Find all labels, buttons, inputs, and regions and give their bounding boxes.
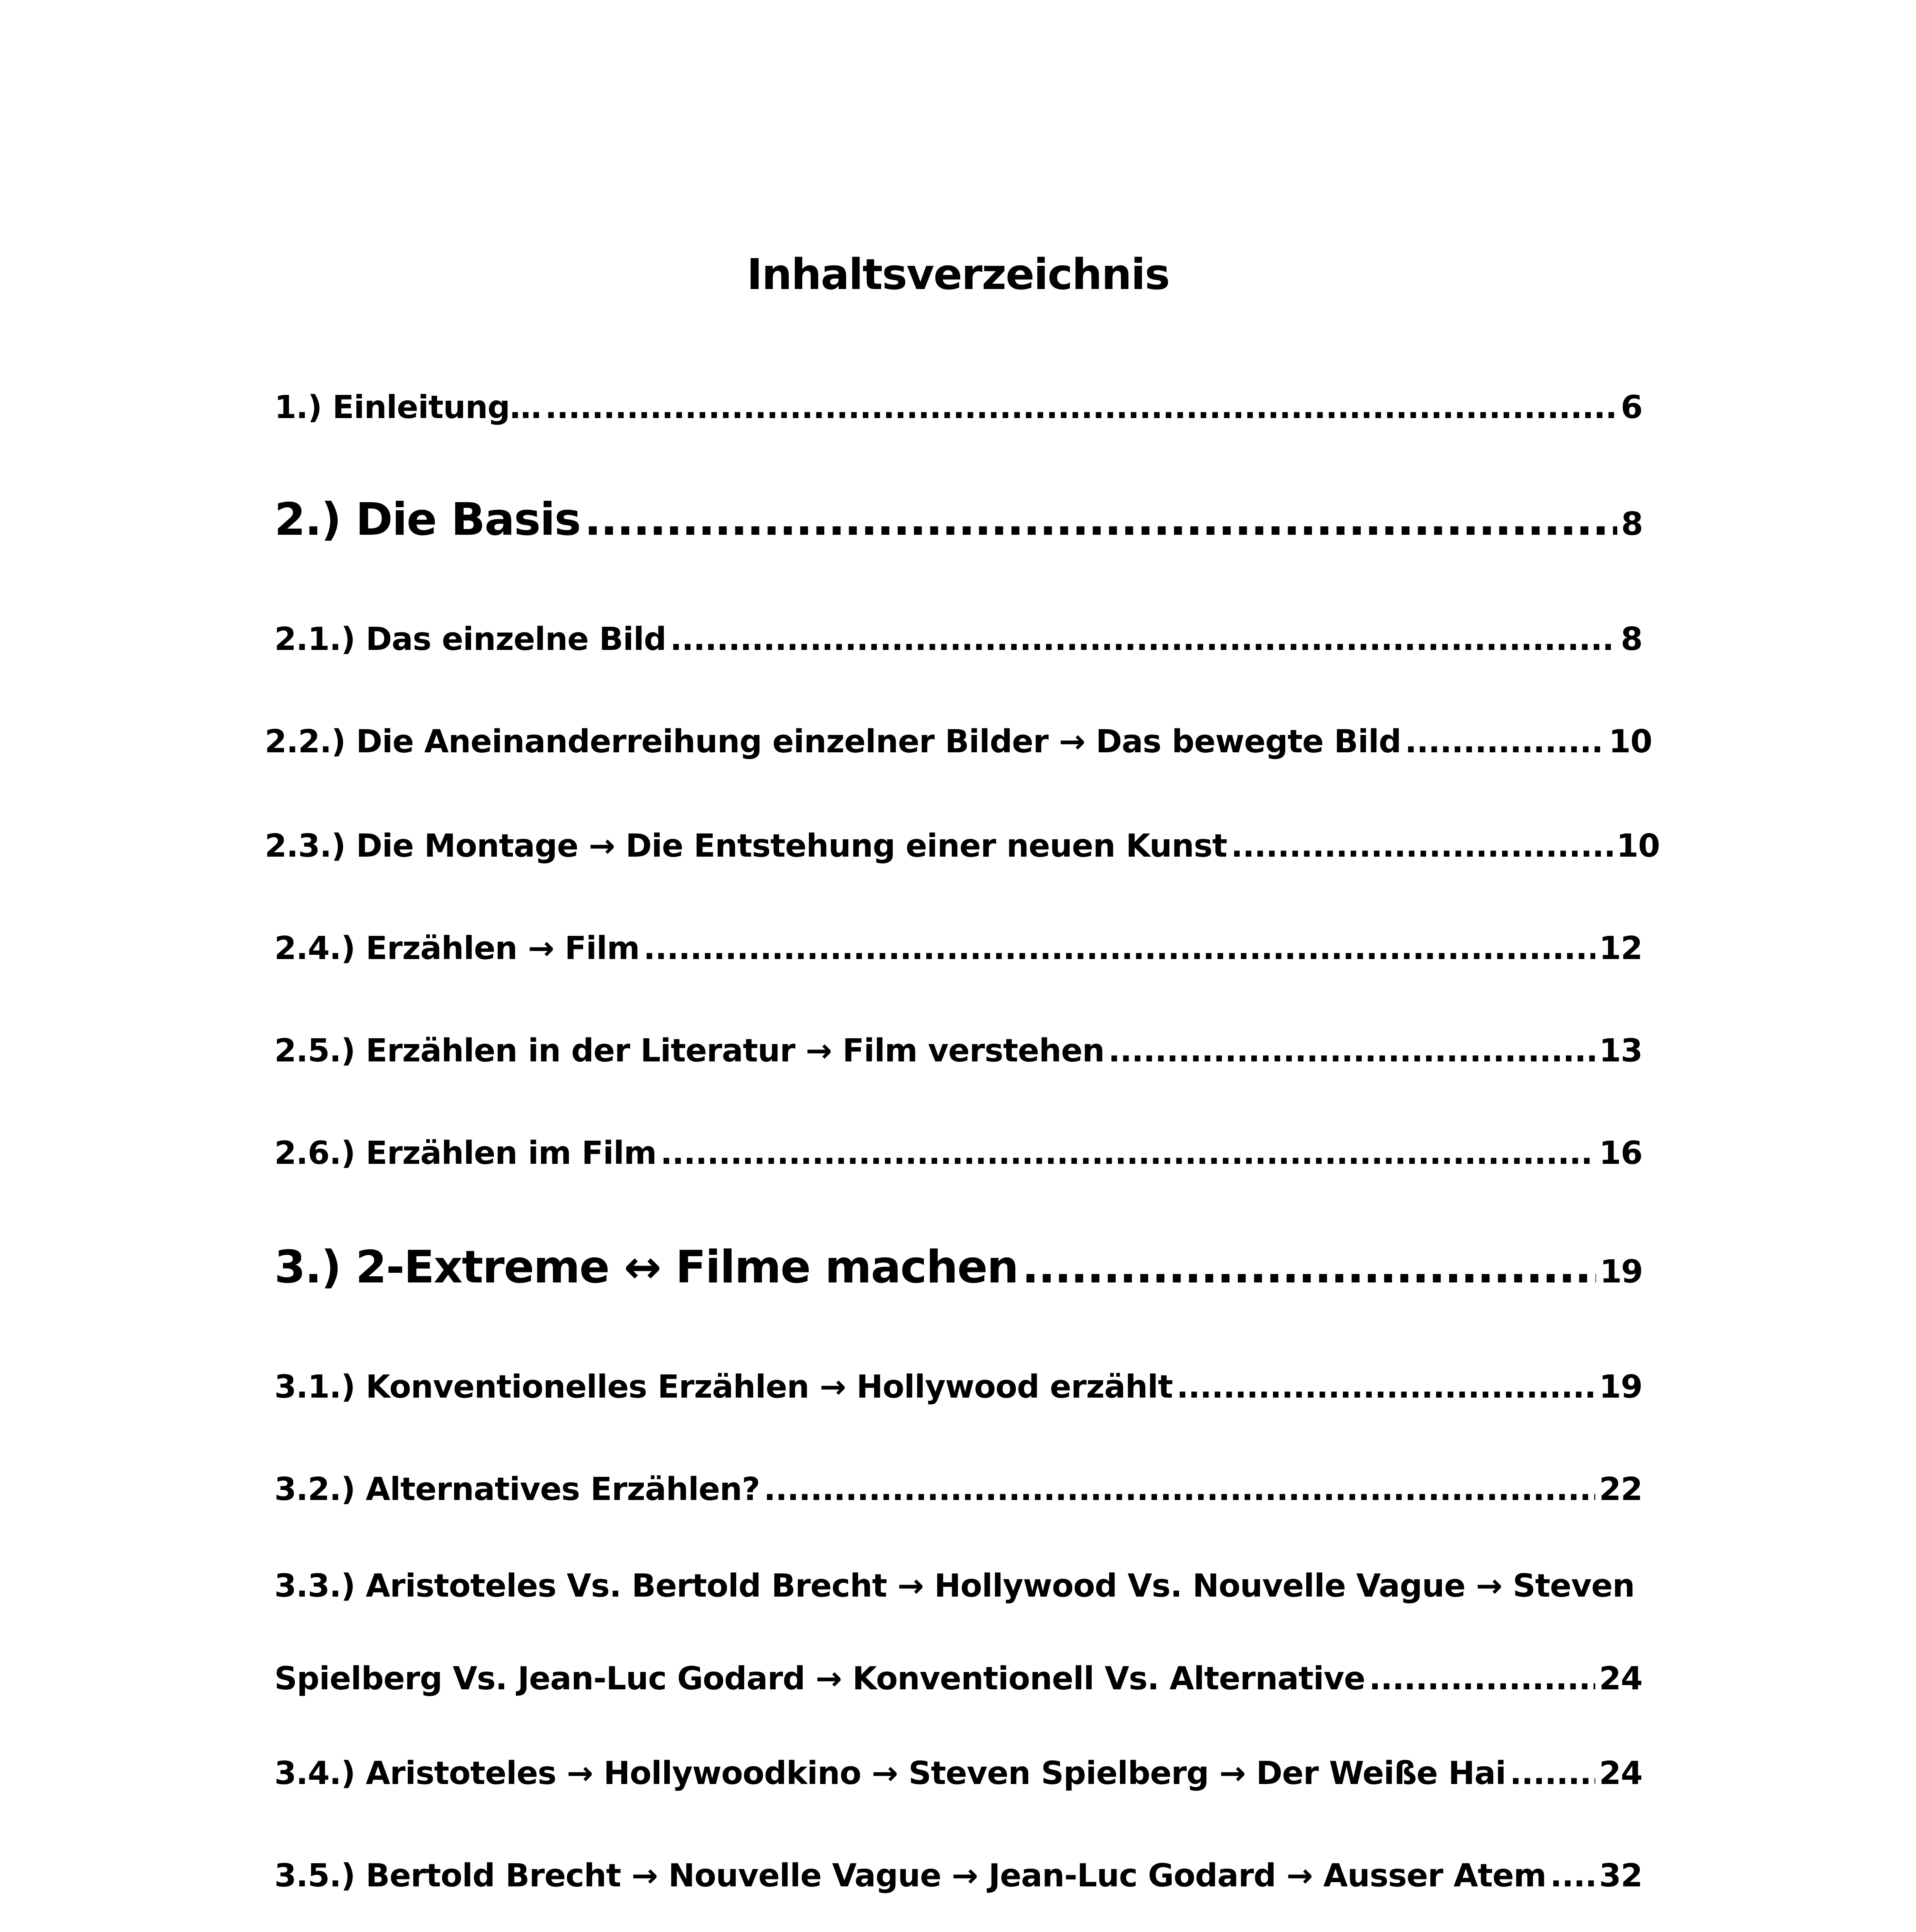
toc-entry-label: 2.3.) Die Montage → Die Entstehung einer neuen Kunst (265, 828, 1227, 864)
toc-entry-2-6[interactable] (274, 1132, 1642, 1175)
toc-page-number: 10 (1608, 723, 1652, 760)
toc-leader-dots (1108, 1030, 1595, 1072)
toc-leader-dots (1405, 721, 1605, 763)
toc-entry-label: 3.1.) Konventionelles Erzählen → Hollywood erzählt (274, 1369, 1173, 1405)
toc-page-number: 8 (1621, 506, 1642, 543)
toc-leader-dots (584, 491, 1617, 549)
toc-entry-label: 3.2.) Alternatives Erzählen? (274, 1471, 760, 1508)
toc-entry-2-2[interactable] (265, 721, 1652, 763)
toc-leader-dots (1369, 1658, 1595, 1700)
toc-page-number: 6 (1620, 389, 1642, 426)
toc-page-number: 16 (1599, 1135, 1642, 1172)
toc-leader-dots (643, 927, 1595, 970)
toc-entry-label: 2.2.) Die Aneinanderreihung einzelner Bilder → Das bewegte Bild (265, 723, 1401, 760)
toc-leader-dots (1231, 825, 1613, 867)
toc-entry-label: 1.) Einleitung… (274, 389, 541, 426)
toc-leader-dots (1550, 1855, 1595, 1897)
toc-entry-label: 2.4.) Erzählen → Film (274, 930, 640, 967)
toc-chapter-label: 3.) 2-Extreme ↔ Filme machen (274, 1241, 1018, 1293)
toc-leader-dots (1022, 1238, 1596, 1296)
toc-entry-label: Spielberg Vs. Jean-Luc Godard → Konventionell Vs. Alternative (274, 1660, 1365, 1697)
toc-entry-2-3[interactable] (265, 825, 1660, 867)
toc-page-number: 12 (1599, 930, 1642, 967)
toc-entry-3-3[interactable] (274, 1658, 1642, 1700)
toc-entry-label: 2.6.) Erzählen im Film (274, 1135, 657, 1172)
toc-entry-label: 3.5.) Bertold Brecht → Nouvelle Vague → Jean-Luc Godard → Ausser Atem (274, 1857, 1547, 1894)
toc-entry-3-5[interactable] (274, 1855, 1642, 1897)
toc-entry-3-4[interactable] (274, 1752, 1642, 1795)
toc-page-number: 19 (1600, 1253, 1642, 1290)
toc-page-number: 10 (1616, 828, 1660, 864)
toc-leader-dots (670, 618, 1617, 661)
toc-page-number: 32 (1599, 1857, 1642, 1894)
page-title: Inhaltsverzeichnis (747, 250, 1169, 299)
toc-page-number: 22 (1599, 1471, 1642, 1508)
toc-entry-einleitung[interactable] (274, 386, 1642, 429)
toc-page-number: 24 (1599, 1755, 1642, 1792)
toc-leader-dots (660, 1132, 1595, 1175)
toc-page-number: 13 (1599, 1032, 1642, 1069)
toc-entry-label: 2.5.) Erzählen in der Literatur → Film verstehen (274, 1032, 1104, 1069)
toc-chapter-filme-machen[interactable] (274, 1238, 1642, 1301)
toc-entry-label: 2.1.) Das einzelne Bild (274, 621, 666, 658)
toc-entry-2-4[interactable] (274, 927, 1642, 970)
toc-leader-dots (1176, 1366, 1595, 1408)
toc-page-number: 19 (1599, 1369, 1642, 1405)
toc-entry-label: 3.4.) Aristoteles → Hollywoodkino → Steven Spielberg → Der Weiße Hai (274, 1755, 1506, 1792)
toc-entry-2-5[interactable] (274, 1030, 1642, 1072)
toc-entry-2-1[interactable] (274, 618, 1642, 661)
toc-entry-3-1[interactable] (274, 1366, 1642, 1408)
toc-page-number: 24 (1599, 1660, 1642, 1697)
toc-page-number: 8 (1620, 621, 1642, 658)
toc-entry-3-3-first-line[interactable]: 3.3.) Aristoteles Vs. Bertold Brecht → Hollywood Vs. Nouvelle Vague → Steven (274, 1568, 1635, 1604)
toc-chapter-label: 2.) Die Basis (274, 493, 580, 546)
toc-chapter-basis[interactable] (274, 491, 1642, 553)
toc-leader-dots (764, 1468, 1595, 1511)
toc-leader-dots (1510, 1752, 1595, 1795)
toc-entry-3-2[interactable] (274, 1468, 1642, 1511)
toc-leader-dots (545, 386, 1617, 429)
